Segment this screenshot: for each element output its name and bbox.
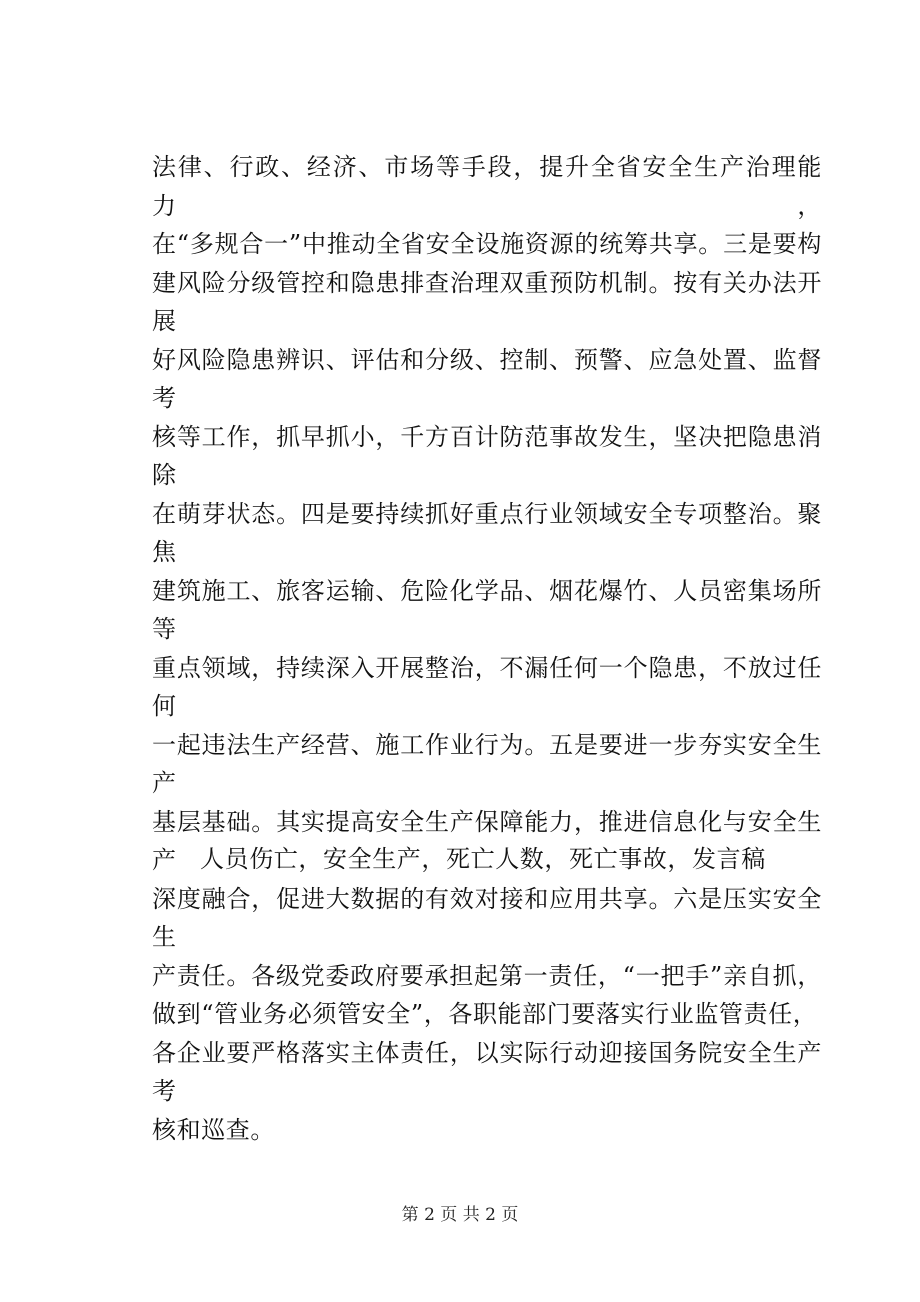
paragraph-line: 在“多规合一”中推动全省安全设施资源的统筹共享。三是要构 [152, 230, 822, 258]
paragraph-line: 法律、行政、经济、市场等手段，提升全省安全生产治理能力， [152, 153, 822, 220]
page-footer: 第 2 页 共 2 页 [401, 1205, 519, 1225]
body-paragraph [152, 148, 822, 1149]
watermark: www.zixin.com.cn [236, 598, 818, 663]
paragraph-line: 产责任。各级党委政府要承担起第一责任，“一把手”亲自抓， [152, 961, 822, 990]
paragraph-line: 深度融合，促进大数据的有效对接和应用共享。六是压实安全生 [152, 884, 822, 951]
paragraph-line: 重点领域，持续深入开展整治，不漏任何一个隐患，不放过任何 [152, 653, 822, 720]
paragraph-line: 建风险分级管控和隐患排查治理双重预防机制。按有关办法开展 [152, 268, 822, 335]
paragraph-line: 核等工作，抓早抓小，千方百计防范事故发生，坚决把隐患消除 [152, 422, 822, 489]
paragraph-line: 各企业要严格落实主体责任，以实际行动迎接国务院安全生产考 [152, 1038, 822, 1105]
paragraph-line: 基层基础。其实提高安全生产保障能力，推进信息化与安全生产 [152, 807, 822, 874]
paragraph-line: 一起违法生产经营、施工作业行为。五是要进一步夯实安全生产 [152, 730, 822, 797]
paragraph-line: 核和巡查。 [152, 1115, 275, 1144]
paragraph-line: 在萌芽状态。四是要持续抓好重点行业领域安全专项整治。聚焦 [152, 499, 822, 566]
paragraph-line: 做到“管业务必须管安全”，各职能部门要落实行业监管责任， [152, 1000, 818, 1028]
paragraph-line: 建筑施工、旅客运输、危险化学品、烟花爆竹、人员密集场所等 [152, 576, 822, 643]
keywords-line: 人员伤亡，安全生产，死亡人数，死亡事故，发言稿 [200, 845, 766, 873]
paragraph-line: 好风险隐患辨识、评估和分级、控制、预警、应急处置、监督考 [152, 345, 822, 412]
